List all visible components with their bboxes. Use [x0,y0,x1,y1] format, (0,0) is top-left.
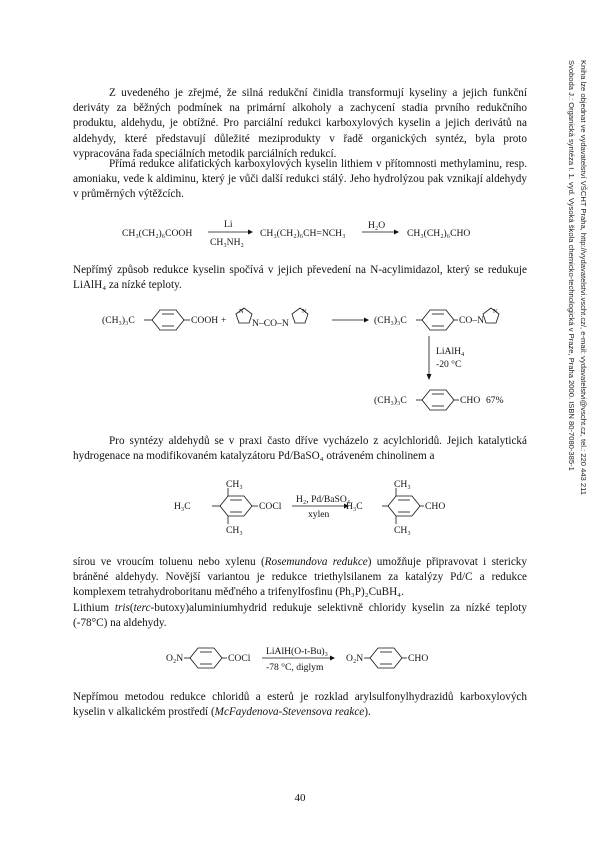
paragraph-5-part-a: sírou ve vroucím toluenu nebo xylenu ( [73,556,265,568]
scheme2-acid: COOH [191,315,219,326]
scheme2-product-tail: CO–N [459,315,485,326]
terc-term: terc [133,602,151,614]
scheme2-imid-n1: N [239,308,244,315]
side-citation [562,60,600,780]
paragraph-2: Přímá redukce alifatických karboxylových kyselin lithiem v přítomnosti methylaminu, resp. amoniaku, vede k aldiminu, který je vůči další redukci stálý. Jeho hydrolýzou pak vznikají aldehydy v průměrných výtěžcích. [73,158,527,201]
scheme3-product-h3c: H₃C [346,501,363,512]
scheme4-product-cho: CHO [408,653,429,664]
scheme4-reagent-top: LiAlH(O-t-Bu)₃ [266,646,328,657]
scheme2-yield: 67% [486,395,504,406]
scheme2-final-tail: CHO [460,395,481,406]
scheme-1-aldimine [100,218,520,252]
scheme3-product-cho: CHO [425,501,446,512]
scheme4-cocl: COCl [228,653,251,664]
scheme-3-rosenmund [170,476,450,538]
scheme2-product-group: (CH₃)₃C [374,315,407,326]
rosenmund-term: Rosemundova redukce [264,556,368,568]
scheme2-plus: + [221,315,227,326]
scheme1-reactant: CH₃(CH₂)₆COOH [122,228,193,239]
scheme2-tbutyl: (CH₃)₃C [102,315,135,326]
scheme4-reagent-bottom: -78 °C, diglym [266,662,324,673]
paragraph-7-part-c: ). [364,706,371,719]
side-citation-line-1: Svoboda J.: Organická syntéza I. 1. vyd. Vysoká škola chemicko-technologická v Praze, Praha 2000. ISBN 80-7080-385-1 [567,60,576,471]
scheme3-reagent-bottom: xylen [308,509,330,520]
scheme2-imid-n2: N [302,308,307,315]
scheme4-product-o2n: O₂N [346,653,364,664]
scheme3-product-ch3-bottom: CH₃ [394,525,411,536]
scheme-2-acylimidazole [96,306,526,416]
scheme1-reagent-2: H₂O [368,220,386,231]
scheme2-linker: N–CO–N [252,318,289,329]
scheme3-h3c: H₃C [174,501,191,512]
scheme1-product: CH₃(CH₂)₆CHO [407,228,471,239]
paragraph-7 [73,690,527,720]
scheme1-intermediate: CH₃(CH₂)₆CH=NCH₃ [260,228,346,239]
mcfayden-term: McFaydenova-Stevensova reakce [214,706,365,719]
scheme-4-lialh-otbu [160,642,460,676]
paragraph-6 [73,601,527,631]
scheme2-reagent-top: LiAlH₄ [436,346,465,357]
scheme1-reagent-bottom: CH₃NH₂ [210,237,244,248]
scheme4-o2n: O₂N [166,653,184,664]
paragraph-5 [73,555,527,601]
paragraph-6-part-a: Lithium [73,602,115,614]
paragraph-4: Pro syntézy aldehydů se v praxi často dříve vycházelo z acylchloridů. Jejich katalytická hydrogenace na modifikovaném katalyzátoru Pd/BaSO₄ otráveném chinolinem a [73,435,527,463]
paragraph-7-part-a: Nepřímou metodou redukce chloridů a esterů je rozklad arylsulfonylhydrazidů karboxylových kyselin v alkalickém prostředí ( [73,691,527,719]
paragraph-3: Nepřímý způsob redukce kyselin spočívá v jejich převedení na N-acylimidazol, který se redukuje LiAlH₄ za nízké teploty. [73,264,527,292]
side-citation-line-2: Kniha lze objednat ve vydavatelství VŠCHT Praha, http://vydavatelstvi.vscht.cz/, e-mail: vydavatelstvi@vscht.cz, tel.: 220 443 211 [579,60,588,495]
tris-term: tris [114,602,130,614]
paragraph-6-part-c: ( [129,602,134,614]
scheme3-product-ch3-top: CH₃ [394,479,411,490]
scheme2-final-group: (CH₃)₃C [374,395,407,406]
scheme3-cocl: COCl [259,501,282,512]
scheme1-reagent-top: Li [224,219,233,230]
page-number: 40 [294,792,306,804]
scheme3-reagent-top: H₂, Pd/BaSO₄ [296,494,351,505]
scheme3-ch3-top: CH₃ [226,479,243,490]
paragraph-1: Z uvedeného je zřejmé, že silná redukční činidla transformují kyseliny a jejich funkční deriváty za běžných podmínek na primární alkoholy a zachycení stadia prvního redukčního produktu, aldehydu, je obtížné. Pro parciální redukci karboxylových kyselin a jejich derivátů na aldehydy, které představují důležité meziprodukty v řadě organických syntéz, byla proto vypracována řada speciálních metodik parciálních redukcí. [73,87,527,160]
paragraph-5-part-c: ) umožňuje připravovat i stericky bráněné aldehydy. Novější variantou je redukce triethylsilanem za katalýzy Pd/C a redukce komplexem tetrahydroboritanu měďného a trifenylfosfinu (Ph₃P)₂CuBH₄. [73,556,527,599]
scheme2-imid-n3: N [493,308,498,315]
paragraph-6-part-e: -butoxy)aluminiumhydrid redukuje selektivně chloridy kyselin za nízké teploty (-78°C) na aldehydy. [73,602,527,630]
scheme3-ch3-bottom: CH₃ [226,525,243,536]
scheme2-reagent-bottom: -20 °C [436,359,462,370]
